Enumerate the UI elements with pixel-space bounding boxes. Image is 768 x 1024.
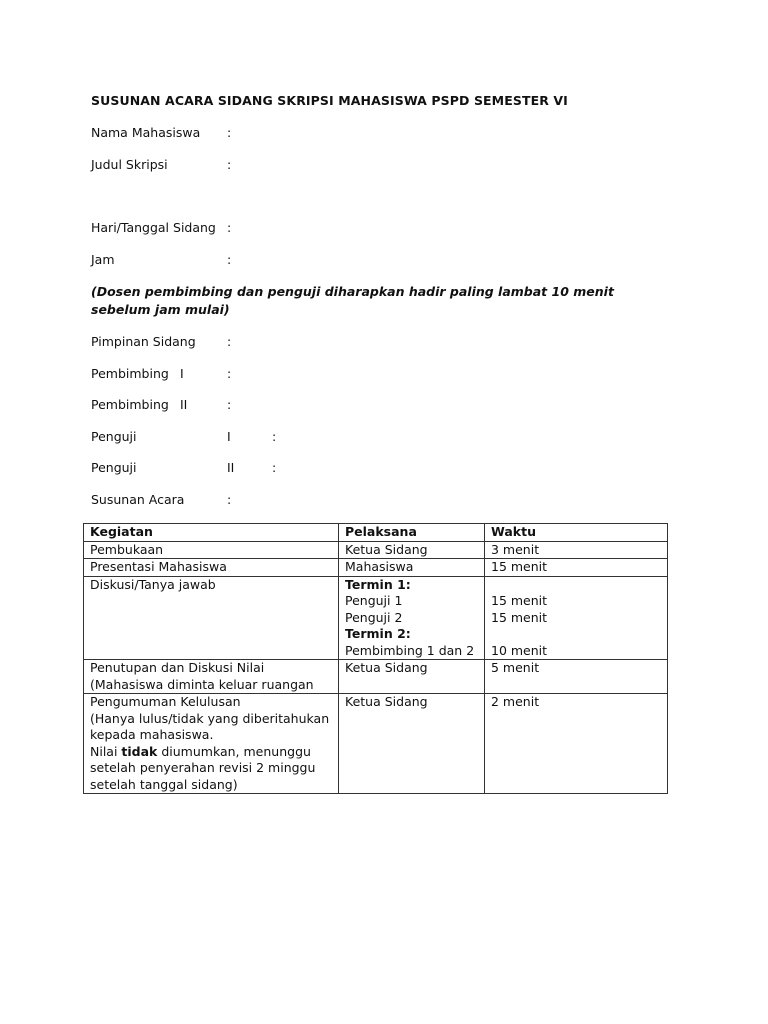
spacer	[491, 626, 662, 643]
field-colon: :	[227, 125, 232, 140]
cell-kegiatan: Presentasi Mahasiswa	[84, 559, 339, 577]
cell-kegiatan: Diskusi/Tanya jawab	[84, 576, 339, 660]
field-number: I	[227, 429, 231, 444]
field-colon: :	[227, 252, 232, 267]
table-row	[84, 694, 668, 794]
field-label: Pembimbing	[91, 366, 169, 381]
kegiatan-line: (Mahasiswa diminta keluar ruangan	[90, 676, 314, 692]
cell-pelaksana: Mahasiswa	[339, 559, 485, 577]
table-row	[84, 576, 668, 660]
document-title: SUSUNAN ACARA SIDANG SKRIPSI MAHASISWA PSPD SEMESTER VI	[91, 93, 568, 108]
field-label: Penguji	[91, 429, 137, 444]
cell-pelaksana	[339, 576, 485, 660]
kegiatan-line: Pengumuman Kelulusan	[90, 694, 241, 709]
cell-waktu: 5 menit	[485, 660, 668, 694]
field-colon: :	[227, 334, 232, 349]
kegiatan-line: (Hanya lulus/tidak yang diberitahukan kepada mahasiswa.	[90, 710, 330, 742]
cell-pelaksana: Ketua Sidang	[339, 694, 485, 794]
field-colon: :	[227, 492, 232, 507]
cell-waktu: 3 menit	[485, 541, 668, 559]
field-label: Pembimbing	[91, 397, 169, 412]
field-label: Jam	[91, 252, 115, 267]
kegiatan-line: Penutupan dan Diskusi Nilai	[90, 660, 265, 675]
cell-kegiatan: Pembukaan	[84, 541, 339, 559]
cell-kegiatan	[84, 660, 339, 694]
header-waktu: Waktu	[485, 524, 668, 542]
field-colon: :	[227, 397, 232, 412]
attendance-note: (Dosen pembimbing dan penguji diharapkan hadir paling lambat 10 menit sebelum jam mulai)	[91, 284, 614, 317]
kegiatan-line	[90, 744, 333, 794]
field-number: II	[227, 460, 235, 475]
announcement-text: diumumkan, menunggu setelah penyerahan revisi 2 minggu setelah tanggal sidang)	[90, 743, 316, 792]
penguji-2-text: Penguji 2	[345, 609, 403, 625]
field-number: I	[180, 366, 184, 381]
field-number: II	[180, 397, 188, 412]
penguji-1-text: Penguji 1	[345, 593, 403, 608]
cell-waktu	[485, 576, 668, 660]
tidak-bold-text: tidak	[121, 743, 158, 759]
field-colon: :	[272, 460, 277, 475]
field-colon: :	[227, 366, 232, 381]
table-row	[84, 541, 668, 559]
cell-pelaksana: Ketua Sidang	[339, 660, 485, 694]
waktu-penguji-1: 15 menit	[491, 593, 548, 608]
field-label: Susunan Acara	[91, 492, 185, 507]
field-label: Hari/Tanggal Sidang	[91, 220, 216, 235]
termin-1-label: Termin 1:	[345, 576, 411, 592]
field-colon: :	[272, 429, 277, 444]
waktu-pembimbing: 10 menit	[491, 642, 548, 658]
termin-2-label: Termin 2:	[345, 626, 411, 641]
header-pelaksana: Pelaksana	[339, 524, 485, 542]
field-label: Penguji	[91, 460, 137, 475]
field-label: Judul Skripsi	[91, 157, 168, 172]
pembimbing-text: Pembimbing 1 dan 2	[345, 642, 475, 658]
nilai-text: Nilai	[90, 743, 122, 759]
cell-kegiatan	[84, 694, 339, 794]
cell-waktu: 15 menit	[485, 559, 668, 577]
field-colon: :	[227, 157, 232, 172]
table-row	[84, 660, 668, 694]
table-row	[84, 559, 668, 577]
table-header-row	[84, 524, 668, 542]
field-label: Pimpinan Sidang	[91, 334, 196, 349]
field-colon: :	[227, 220, 232, 235]
waktu-penguji-2: 15 menit	[491, 609, 548, 625]
cell-pelaksana: Ketua Sidang	[339, 541, 485, 559]
cell-waktu: 2 menit	[485, 694, 668, 794]
agenda-table	[83, 523, 668, 794]
header-kegiatan: Kegiatan	[84, 524, 339, 542]
spacer	[491, 577, 662, 594]
field-label: Nama Mahasiswa	[91, 125, 201, 140]
